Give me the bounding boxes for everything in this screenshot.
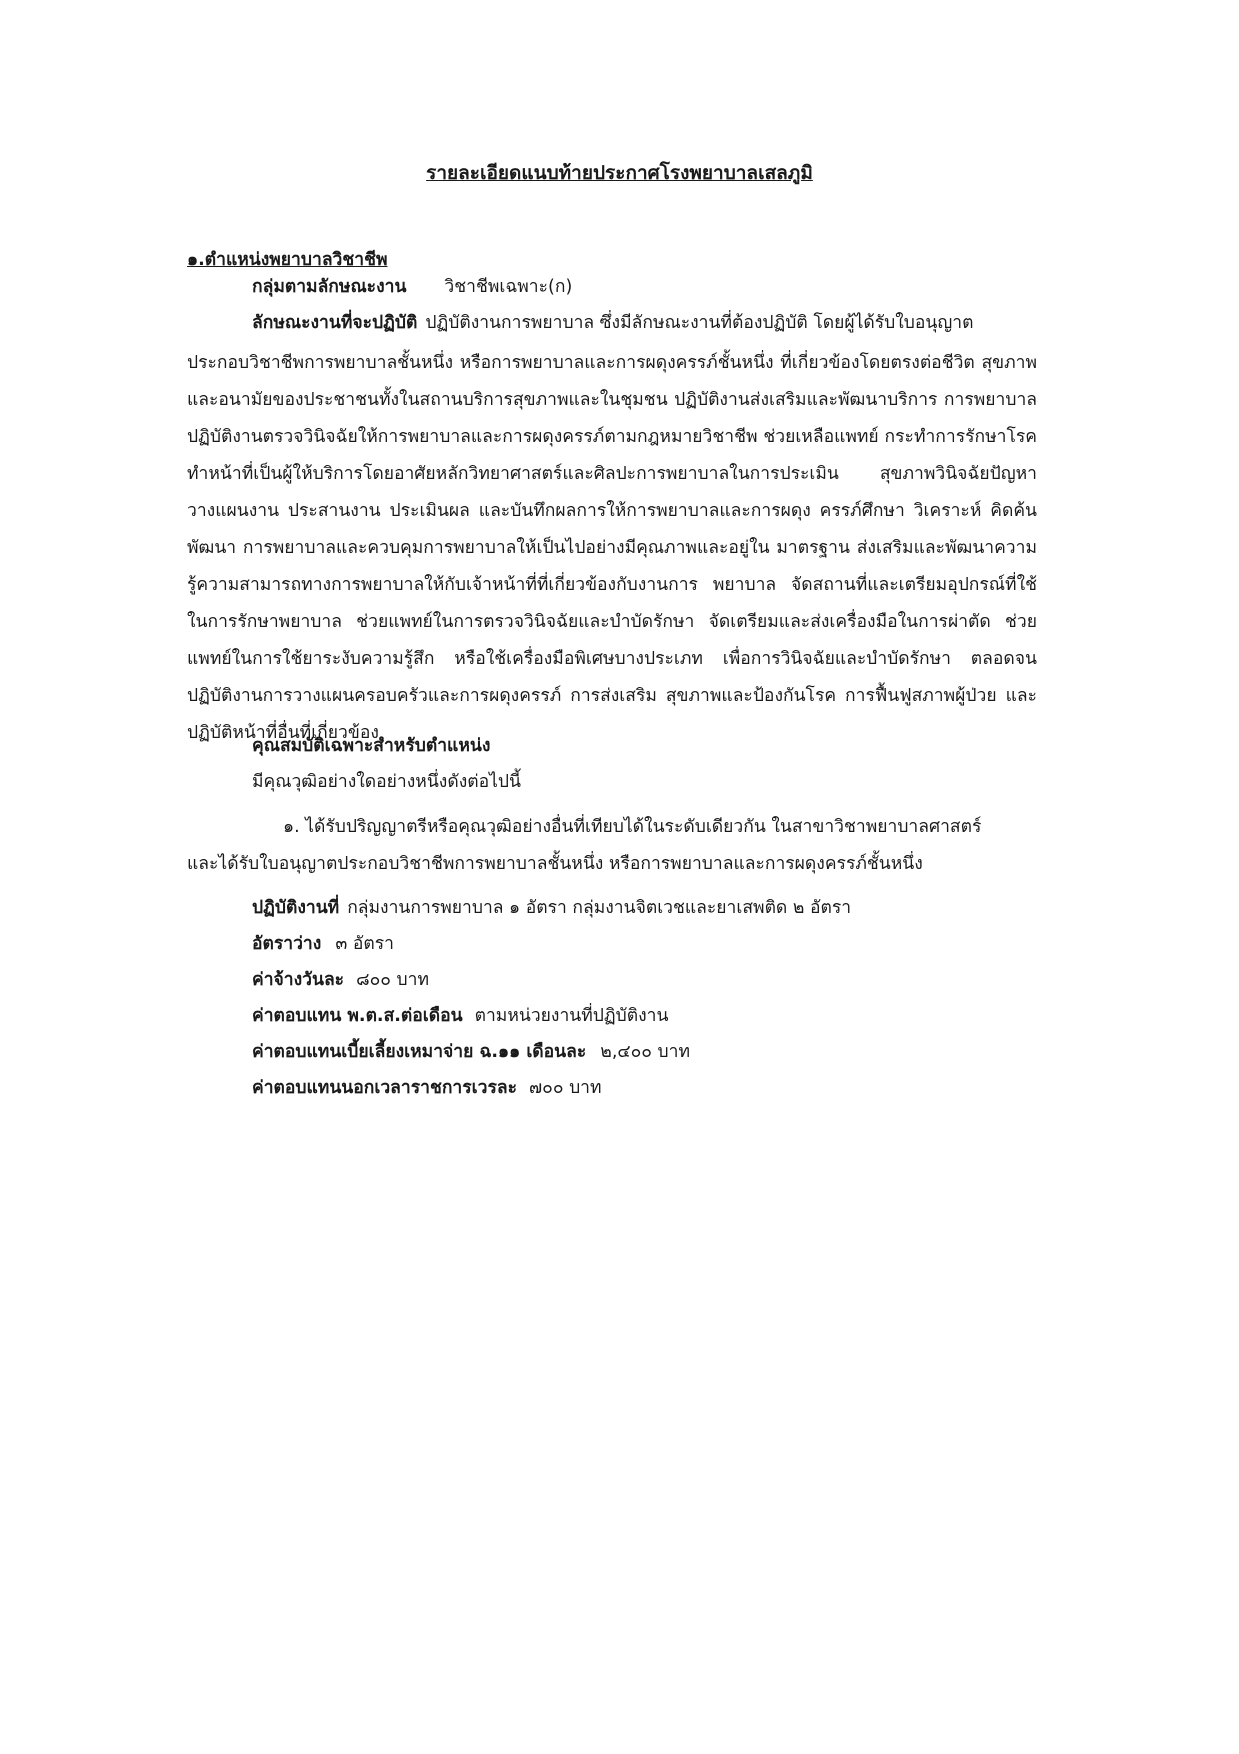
overtime-row	[252, 1073, 602, 1103]
duties-label: ลักษณะงานที่จะปฏิบัติ	[252, 313, 418, 333]
duties-first-line	[252, 308, 974, 338]
allowance-row	[252, 1037, 690, 1067]
vacancies-label: อัตราว่าง	[252, 934, 322, 954]
qualifications-intro: มีคุณวุฒิอย่างใดอย่างหนึ่งดังต่อไปนี้	[252, 772, 521, 792]
daily-wage-label: ค่าจ้างวันละ	[252, 970, 345, 990]
workplace-value: กลุ่มงานการพยาบาล ๑ อัตรา กลุ่มงานจิตเวชและยาเสพติด ๒ อัตรา	[347, 898, 852, 918]
qualification-item-1-line-2: และได้รับใบอนุญาตประกอบวิชาชีพการพยาบาลชั้นหนึ่ง หรือการพยาบาลและการผดุงครรภ์ชั้นหนึ่ง	[187, 854, 923, 874]
qualifications-heading: คุณสมบัติเฉพาะสำหรับตำแหน่ง	[252, 736, 491, 756]
document-title: รายละเอียดแนบท้ายประกาศโรงพยาบาลเสลภูมิ	[426, 162, 813, 184]
duties-body: ประกอบวิชาชีพการพยาบาลชั้นหนึ่ง หรือการพยาบาลและการผดุงครรภ์ชั้นหนึ่ง ที่เกี่ยวข้องโดยตรงต่อชีวิต สุขภาพและอนามัยของประชาชนทั้งในสถานบริการสุขภาพและในชุมชน ปฏิบัติงานส่งเสริมและพัฒนาบริการ การพยาบาลปฏิบัติงานตรวจวินิจฉัยให้การพยาบาลและการผดุงครรภ์ตามกฎหมายวิชาชีพ ช่วยเหลือแพทย์ กระทำการรักษาโรค ทำหน้าที่เป็นผู้ให้บริการโดยอาศัยหลักวิทยาศาสตร์และศิลปะการพยาบาลในการประเมิน สุขภาพวินิจฉัยปัญหา วางแผนงาน ประสานงาน ประเมินผล และบันทึกผลการให้การพยาบาลและการผดุง ครรภ์ศึกษา วิเคราะห์ คิดค้น พัฒนา การพยาบาลและควบคุมการพยาบาลให้เป็นไปอย่างมีคุณภาพและอยู่ใน มาตรฐาน ส่งเสริมและพัฒนาความรู้ความสามารถทางการพยาบาลให้กับเจ้าหน้าที่ที่เกี่ยวข้องกับงานการ พยาบาล จัดสถานที่และเตรียมอุปกรณ์ที่ใช้ในการรักษาพยาบาล ช่วยแพทย์ในการตรวจวินิจฉัยและบำบัดรักษา จัดเตรียมและส่งเครื่องมือในการผ่าตัด ช่วยแพทย์ในการใช้ยาระงับความรู้สึก หรือใช้เครื่องมือพิเศษบางประเภท เพื่อการวินิจฉัยและบำบัดรักษา ตลอดจนปฏิบัติงานการวางแผนครอบครัวและการผดุงครรภ์ การส่งเสริม สุขภาพและป้องกันโรค การฟื้นฟูสภาพผู้ป่วย และปฏิบัติหน้าที่อื่นที่เกี่ยวข้อง	[187, 353, 1037, 743]
vacancies-value: ๓ อัตรา	[335, 934, 394, 954]
compensation-pts-label: ค่าตอบแทน พ.ต.ส.ต่อเดือน	[252, 1006, 463, 1026]
work-group-row	[252, 272, 572, 302]
work-group-label: กลุ่มตามลักษณะงาน	[252, 277, 407, 297]
allowance-value: ๒,๔๐๐ บาท	[600, 1042, 691, 1062]
position-heading: ๑.ตำแหน่งพยาบาลวิชาชีพ	[187, 250, 388, 270]
compensation-pts-row	[252, 1001, 668, 1031]
daily-wage-row	[252, 965, 429, 995]
compensation-pts-value: ตามหน่วยงานที่ปฏิบัติงาน	[474, 1006, 669, 1026]
workplace-label: ปฏิบัติงานที่	[252, 898, 340, 918]
daily-wage-value: ๘๐๐ บาท	[356, 970, 429, 990]
workplace-row	[252, 893, 851, 923]
qualification-item-1-line-1: ๑. ได้รับปริญญาตรีหรือคุณวุฒิอย่างอื่นที่เทียบได้ในระดับเดียวกัน ในสาขาวิชาพยาบาลศาสตร์	[283, 817, 982, 837]
overtime-label: ค่าตอบแทนนอกเวลาราชการเวรละ	[252, 1078, 517, 1098]
overtime-value: ๗๐๐ บาท	[528, 1078, 602, 1098]
vacancies-row	[252, 929, 394, 959]
duties-first-text: ปฏิบัติงานการพยาบาล ซึ่งมีลักษณะงานที่ต้องปฏิบัติ โดยผู้ได้รับใบอนุญาต	[425, 313, 974, 333]
work-group-value: วิชาชีพเฉพาะ(ก)	[444, 277, 573, 297]
allowance-label: ค่าตอบแทนเบี้ยเลี้ยงเหมาจ่าย ฉ.๑๑ เดือนละ	[252, 1042, 587, 1062]
